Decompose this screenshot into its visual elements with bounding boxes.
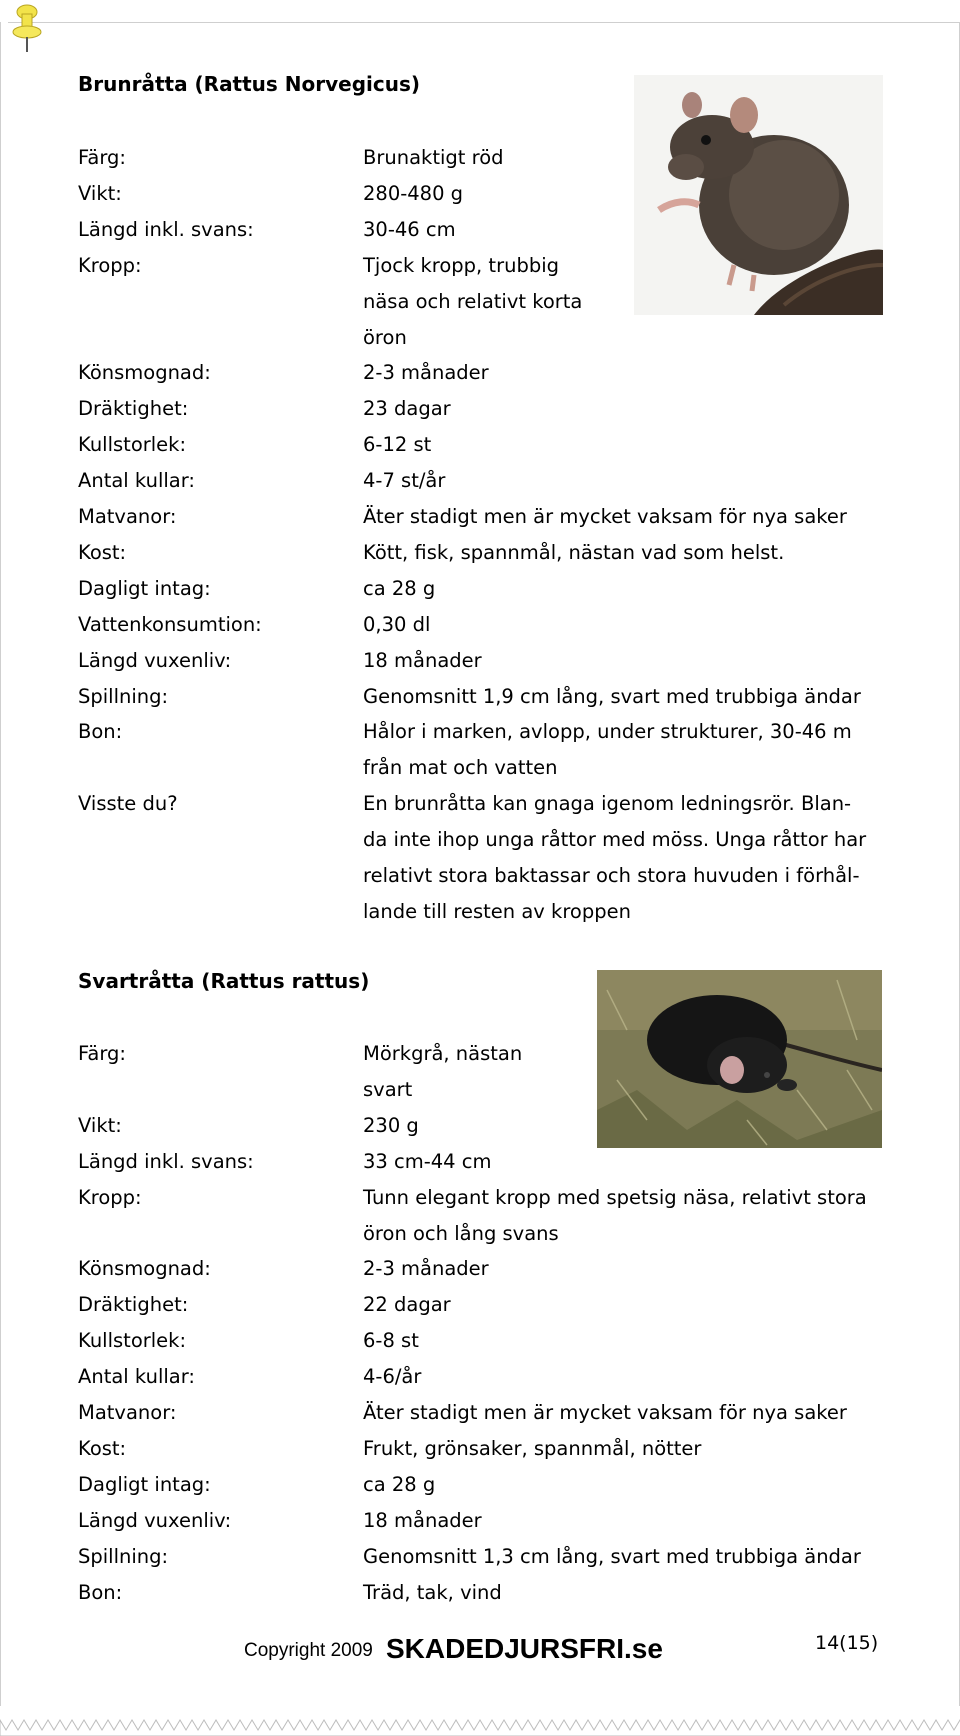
fact-label: Kost: [78, 1436, 127, 1460]
fact-value: öron [363, 325, 407, 349]
fact-value: från mat och vatten [363, 756, 558, 780]
fact-value: 33 cm-44 cm [363, 1149, 492, 1173]
brown-rat-photo [634, 75, 883, 315]
fact-value: relativt stora baktassar och stora huvuden i förhål- [363, 864, 860, 887]
fact-value: Brunaktigt röd [363, 146, 504, 169]
fact-label: Dräktighet: [78, 1293, 189, 1317]
fact-value: 6-8 st [363, 1329, 419, 1353]
fact-value: 230 g [363, 1113, 419, 1137]
fact-value: lande till resten av kroppen [363, 899, 631, 923]
footer-brand: SKADEDJURSFRI.se [386, 1633, 663, 1664]
fact-label: Kost: [78, 540, 127, 564]
fact-value: öron och lång svans [363, 1221, 559, 1245]
fact-label: Vikt: [78, 181, 122, 205]
fact-label: Längd vuxenliv: [78, 648, 232, 672]
fact-value: da inte ihop unga råttor med möss. Unga råttor har [363, 828, 867, 852]
fact-label: Längd vuxenliv: [78, 1508, 232, 1532]
fact-value: 0,30 dl [363, 612, 431, 636]
fact-value: Frukt, grönsaker, spannmål, nötter [363, 1436, 702, 1460]
fact-label: Matvanor: [78, 1401, 177, 1424]
fact-label: Antal kullar: [78, 469, 195, 493]
fact-value: 280-480 g [363, 181, 464, 205]
fact-label: Visste du? [78, 792, 178, 816]
fact-value: 18 månader [363, 1508, 482, 1532]
fact-label: Vattenkonsumtion: [78, 612, 262, 636]
fact-label: Könsmognad: [78, 361, 211, 385]
fact-value: 30-46 cm [363, 217, 456, 241]
fact-value: Kött, fisk, spannmål, nästan vad som helst. [363, 540, 785, 564]
fact-label: Längd inkl. svans: [78, 217, 254, 241]
fact-value: 2-3 månader [363, 361, 489, 385]
fact-label: Dräktighet: [78, 397, 189, 421]
fact-label: Spillning: [78, 1544, 169, 1568]
section-title-brown-rat: Brunråtta (Rattus Norvegicus) [78, 72, 421, 96]
fact-value: ca 28 g [363, 1472, 436, 1496]
fact-label: Vikt: [78, 1113, 122, 1137]
fact-label: Färg: [78, 1042, 126, 1065]
footer-copyright: Copyright 2009 [244, 1640, 373, 1661]
fact-value: 22 dagar [363, 1293, 451, 1317]
fact-value: Äter stadigt men är mycket vaksam för nya saker [363, 505, 847, 528]
page-frame-top [8, 22, 960, 23]
fact-value: Genomsnitt 1,9 cm lång, svart med trubbiga ändar [363, 684, 861, 708]
fact-label: Kropp: [78, 253, 142, 277]
fact-label: Könsmognad: [78, 1257, 211, 1281]
fact-label: Spillning: [78, 684, 169, 708]
fact-value: Hålor i marken, avlopp, under strukturer, 30-46 m [363, 720, 852, 744]
fact-label: Längd inkl. svans: [78, 1149, 254, 1173]
fact-value: Äter stadigt men är mycket vaksam för nya saker [363, 1401, 847, 1424]
fact-label: Färg: [78, 146, 126, 169]
fact-value: 18 månader [363, 648, 482, 672]
fact-label: Bon: [78, 720, 123, 744]
fact-value: 23 dagar [363, 397, 451, 421]
fact-value: 6-12 st [363, 433, 432, 457]
fact-label: Dagligt intag: [78, 576, 211, 600]
fact-value: Tunn elegant kropp med spetsig näsa, relativt stora [363, 1185, 867, 1209]
black-rat-photo [597, 970, 882, 1148]
fact-value: 4-7 st/år [363, 469, 446, 493]
fact-value: 2-3 månader [363, 1257, 489, 1281]
pushpin-icon [8, 2, 48, 54]
page-number: 14(15) [815, 1632, 879, 1654]
fact-label: Kullstorlek: [78, 433, 187, 457]
page-frame-left [0, 22, 1, 1706]
fact-value: Träd, tak, vind [363, 1580, 502, 1604]
fact-label: Antal kullar: [78, 1365, 195, 1389]
fact-label: Matvanor: [78, 505, 177, 528]
fact-label: Kullstorlek: [78, 1329, 187, 1353]
section-title-black-rat: Svartråtta (Rattus rattus) [78, 969, 370, 993]
fact-label: Kropp: [78, 1185, 142, 1209]
fact-value: En brunråtta kan gnaga igenom ledningsrör. Blan- [363, 792, 852, 816]
fact-value: Genomsnitt 1,3 cm lång, svart med trubbiga ändar [363, 1544, 861, 1568]
fact-label: Bon: [78, 1580, 123, 1604]
fact-label: Dagligt intag: [78, 1472, 211, 1496]
torn-edge-border [0, 1706, 960, 1736]
fact-value: ca 28 g [363, 576, 436, 600]
fact-value: svart [363, 1077, 413, 1101]
fact-value: Tjock kropp, trubbig [363, 253, 560, 277]
fact-value: Mörkgrå, nästan [363, 1042, 523, 1065]
fact-value: näsa och relativt korta [363, 289, 583, 313]
fact-value: 4-6/år [363, 1365, 422, 1389]
